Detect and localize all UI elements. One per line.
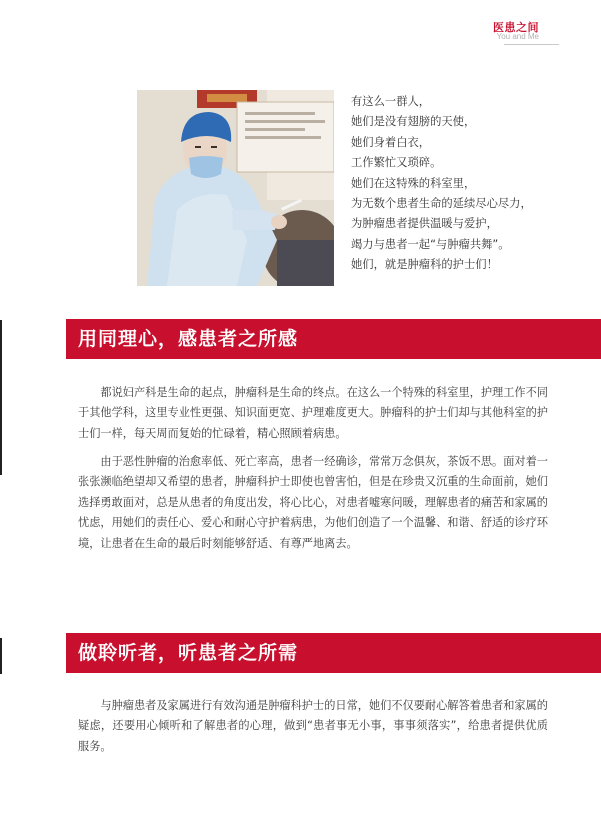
body-paragraph: 与肿瘤患者及家属进行有效沟通是肿瘤科护士的日常，她们不仅要耐心解答着患者和家属的疑虑，还要用心倾听和了解患者的心理，做到“患者事无小事，事事须落实”，给患者提供优质服务。 bbox=[78, 699, 548, 753]
section-heading-empathy: 用同理心，感患者之所感 bbox=[66, 319, 601, 359]
poem-line: 她们，就是肿瘤科的护士们！ bbox=[351, 258, 498, 272]
page-edge-mark bbox=[0, 320, 2, 475]
poem-line: 她们是没有翅膀的天使， bbox=[351, 115, 476, 129]
page-edge-mark bbox=[0, 638, 2, 674]
column-subtitle: You and Me bbox=[496, 32, 539, 41]
section-heading-listener: 做聆听者，听患者之所需 bbox=[66, 633, 601, 673]
poem-line: 她们身着白衣， bbox=[351, 135, 431, 149]
nurse-photo bbox=[137, 90, 334, 286]
column-title: 医患之间 bbox=[493, 21, 539, 34]
poem-line: 竭力与患者一起“与肿瘤共舞”。 bbox=[351, 237, 510, 251]
intro-poem bbox=[351, 92, 591, 276]
body-paragraph: 由于恶性肿瘤的治愈率低、死亡率高，患者一经确诊，常常万念俱灰，茶饭不思。面对着一张张濒临绝望却又希望的患者，肿瘤科护士即使也曾害怕，但是在珍贵又沉重的生命面前，她们选择勇敢面对，总是从患者的角度出发，将心比心，对患者嘘寒问暖，理解患者的痛苦和家属的忧虑，用她们的责任心、爱心和耐心守护着病患，为他们创造了一个温馨、和谐、舒适的诊疗环境，让患者在生命的最后时刻能够舒适、有尊严地离去。 bbox=[78, 455, 548, 550]
body-paragraph: 都说妇产科是生命的起点，肿瘤科是生命的终点。在这么一个特殊的科室里，护理工作不同于其他学科，这里专业性更强、知识面更宽、护理难度更大。肿瘤科的护士们却与其他科室的护士们一样，每天周而复始的忙碌着，精心照顾着病患。 bbox=[78, 386, 548, 440]
page-header bbox=[0, 0, 601, 60]
poem-line: 她们在这特殊的科室里， bbox=[351, 176, 476, 190]
poem-line: 为无数个患者生命的延续尽心尽力， bbox=[351, 197, 532, 211]
poem-line: 工作繁忙又琐碎。 bbox=[351, 156, 442, 170]
poem-line: 为肿瘤患者提供温暖与爱护， bbox=[351, 217, 498, 231]
header-divider bbox=[504, 44, 559, 45]
poem-line: 有这么一群人， bbox=[351, 95, 431, 108]
